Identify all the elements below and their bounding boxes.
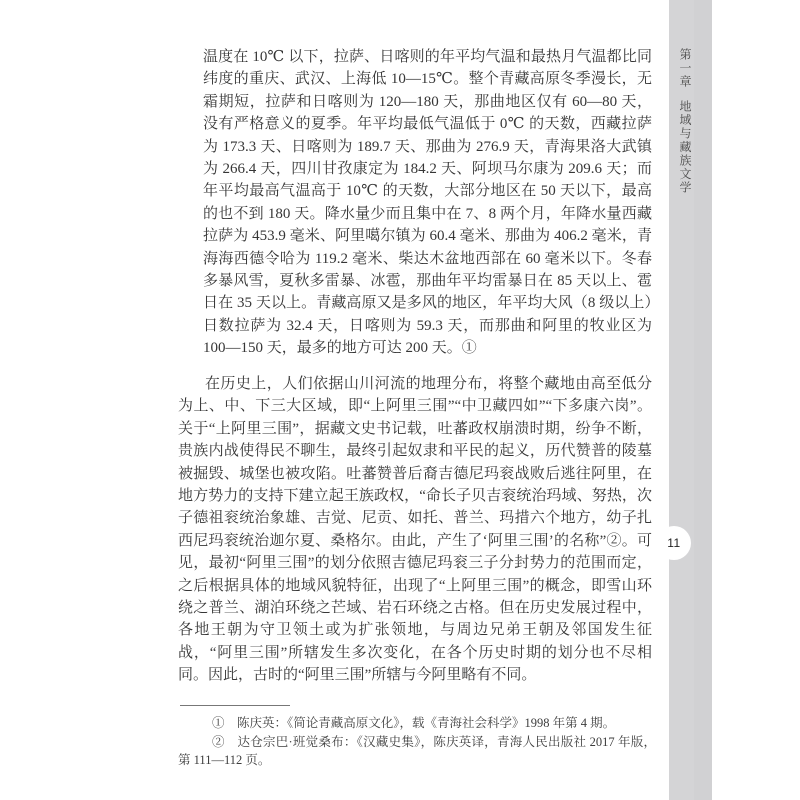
footnote-separator <box>180 705 290 706</box>
footnote-block <box>178 714 656 770</box>
footnote-2: ② 达仓宗巴·班觉桑布：《汉藏史集》，陈庆英译，青海人民出版社 2017 年版，第 111—112 页。 <box>178 734 656 768</box>
page-number: 11 <box>667 536 681 550</box>
body-paragraph-history: 在历史上，人们依据山川河流的地理分布，将整个藏地由高至低分为上、中、下三大区域，即“上阿里三围”“中卫藏四如”“下多康六岗”。关于“上阿里三围”，据藏文史书记载，吐蕃政权崩溃时期，纷争不断，贵族内战使得民不聊生，最终引起奴隶和平民的起义，历代赞普的陵墓被掘毁、城堡也被攻陷。吐蕃赞普后裔吉德尼玛衮战败后逃往阿里，在地方势力的支持下建立起王族政权，“命长子贝吉衮统治玛域、努热，次子德祖衮统治象雄、吉觉、尼贡、如托、普兰、玛措六个地方，幼子扎西尼玛衮统治迦尔夏、桑格尔。由此，产生了‘阿里三围’的名称”②。可见，最初“阿里三围”的划分依照吉德尼玛衮三子分封势力的范围而定，之后根据具体的地域风貌特征，出现了“上阿里三围”的概念，即雪山环绕之普兰、湖泊环绕之芒域、岩石环绕之古格。但在历史发展过程中，各地王朝为守卫领土或为扩张领地，与周边兄弟王朝及邻国发生征战，“阿里三围”所辖发生多次变化，在各个历史时期的划分也不尽相同。因此，古时的“阿里三围”所辖与今阿里略有不同。 <box>178 376 652 684</box>
page-number-badge <box>657 526 691 560</box>
footnote-1: ① 陈庆英：《简论青藏高原文化》，载《青海社会科学》1998 年第 4 期。 <box>212 716 616 730</box>
body-paragraph-climate: 温度在 10℃ 以下，拉萨、日喀则的年平均气温和最热月气温都比同纬度的重庆、武汉、上海低 10—15℃。整个青藏高原冬季漫长，无霜期短，拉萨和日喀则为 120—180 天，那曲地区仅有 60—80 天，没有严格意义的夏季。年平均最低气温低于 0℃ 的天数，西藏拉萨为 173.3 天、日喀则为 189.7 天、那曲为 276.9 天，青海果洛大武镇为 266.4 天，四川甘孜康定为 184.2 天、阿坝马尔康为 209.6 天；而年平均最高气温高于 10℃ 的天数，大部分地区在 50 天以下，最高的也不到 180 天。降水量少而且集中在 7、8 两个月，年降水量西藏拉萨为 453.9 毫米、阿里噶尔镇为 60.4 毫米、那曲为 406.2 毫米，青海海西德令哈为 119.2 毫米、柴达木盆地西部在 60 毫米以下。冬春多暴风雪，夏秋多雷暴、冰雹，那曲年平均雷暴日在 85 天以上、雹日在 35 天以上。青藏高原又是多风的地区，年平均大风（8 级以上）日数拉萨为 32.4 天，日喀则为 59.3 天，而那曲和阿里的牧业区为 100—150 天，最多的地方可达 200 天。① <box>203 49 652 357</box>
chapter-title-vertical-label: 地域与藏族文学 <box>678 100 692 195</box>
chapter-number-vertical-label: 第一章 <box>678 48 692 89</box>
